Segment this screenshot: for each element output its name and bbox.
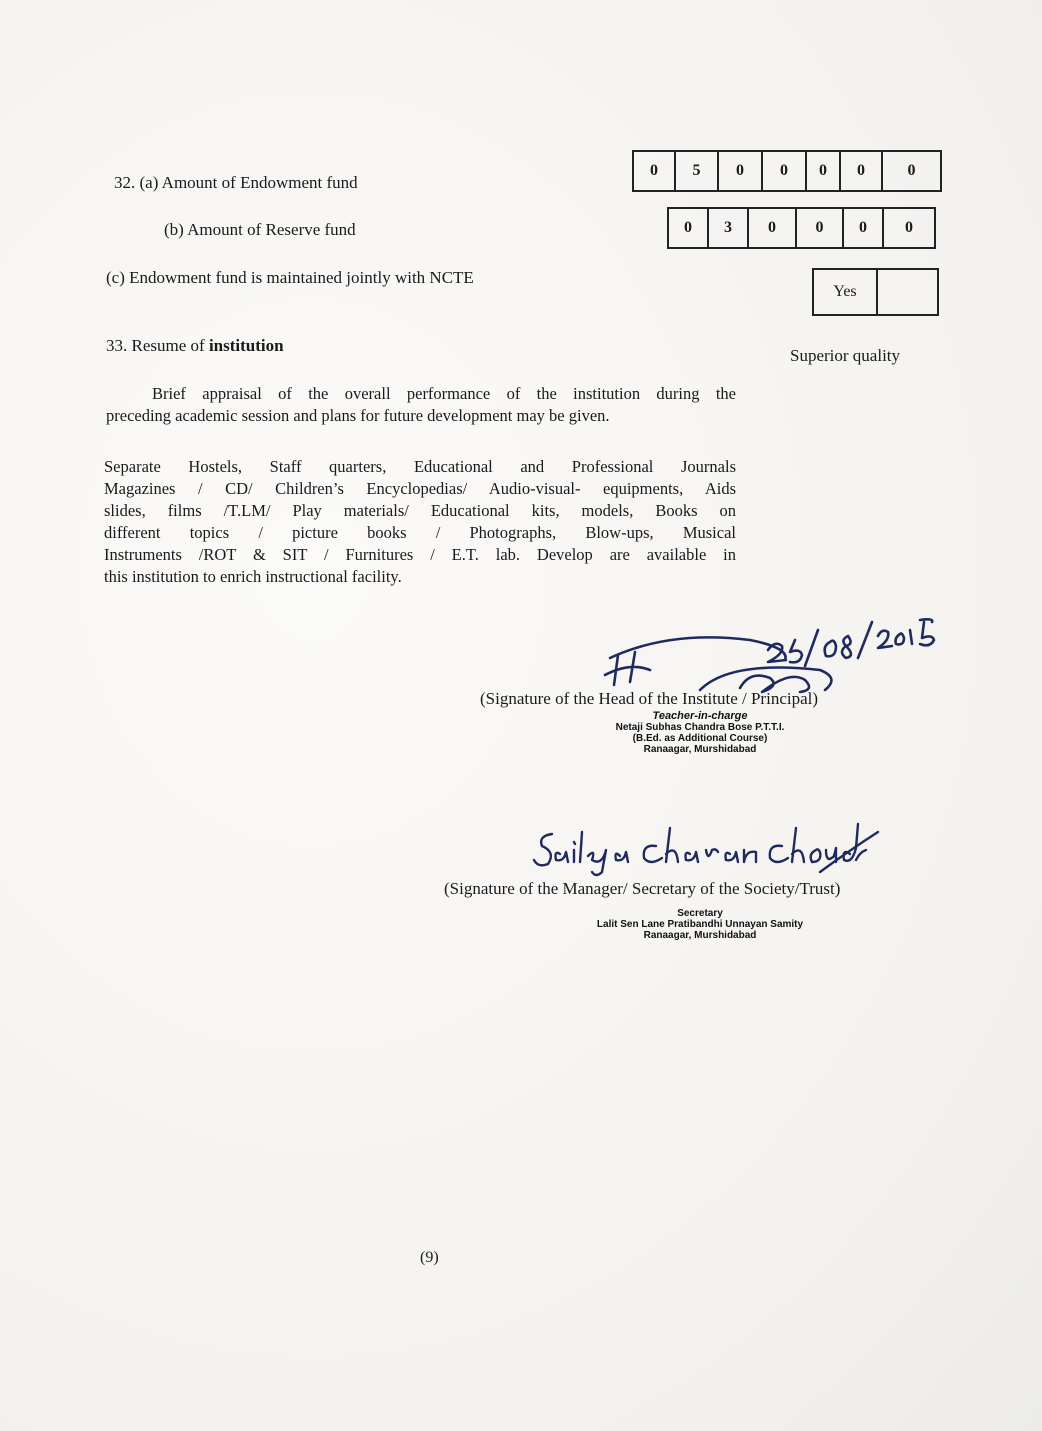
stamp-line: Secretary — [677, 908, 723, 919]
digit-cell: 0 — [797, 209, 844, 247]
resume-heading — [106, 336, 284, 356]
facility-paragraph — [104, 456, 736, 588]
head-signature-caption: (Signature of the Head of the Institute / Principal) — [480, 689, 819, 708]
digit-cell: 5 — [676, 152, 719, 190]
facility-line: this institution to enrich instructional facility. — [104, 567, 402, 586]
manager-signature-caption: (Signature of the Manager/ Secretary of the Society/Trust) — [444, 879, 841, 898]
page-number: (9) — [420, 1249, 439, 1266]
digit-cell: 0 — [807, 152, 841, 190]
digit-cell: 0 — [763, 152, 807, 190]
stamp-line: Ranaagar, Murshidabad — [643, 930, 757, 941]
digit-cell: 3 — [709, 209, 749, 247]
ncte-answer-boxes — [812, 268, 939, 316]
stamp-line: Netaji Subhas Chandra Bose P.T.T.I. — [615, 722, 785, 733]
manager-signature-mark — [530, 820, 880, 880]
digit-cell: 0 — [841, 152, 883, 190]
facility-line: Instruments /ROT & SIT / Furnitures / E.T. lab. Develop are available in — [104, 545, 736, 564]
ncte-blank-cell — [878, 270, 937, 314]
stamp-line: (B.Ed. as Additional Course) — [632, 733, 768, 744]
facility-line: slides, films /T.LM/ Play materials/ Educational kits, models, Books on — [104, 501, 736, 520]
endowment-fund-label: 32. (a) Amount of Endowment fund — [114, 173, 358, 192]
secretary-stamp — [570, 908, 830, 941]
appraisal-instruction — [106, 383, 736, 427]
reserve-fund-label: (b) Amount of Reserve fund — [164, 220, 356, 239]
digit-cell: 0 — [669, 209, 709, 247]
appraisal-line: preceding academic session and plans for future development may be given. — [106, 406, 610, 425]
stamp-line: Lalit Sen Lane Pratibandhi Unnayan Samity — [596, 919, 804, 930]
digit-cell: 0 — [907, 162, 916, 179]
digit-cell: 0 — [719, 152, 763, 190]
teacher-in-charge-stamp — [600, 711, 800, 755]
facility-line: Separate Hostels, Staff quarters, Educational and Professional Journals — [104, 457, 736, 476]
reserve-digit-boxes — [667, 207, 936, 249]
quality-rating: Superior quality — [790, 346, 901, 365]
stamp-line: Teacher-in-charge — [652, 710, 748, 722]
ncte-yes-cell: Yes — [814, 270, 878, 314]
digit-cell: 0 — [749, 209, 797, 247]
digit-cell: 0 — [905, 219, 913, 236]
digit-cell: 0 — [844, 209, 884, 247]
stamp-line: Ranaagar, Murshidabad — [643, 744, 757, 755]
resume-heading-bold: institution — [208, 336, 284, 355]
endowment-digit-boxes — [632, 150, 942, 192]
digit-cell: 0 — [634, 152, 676, 190]
ncte-label: (c) Endowment fund is maintained jointly with NCTE — [106, 268, 474, 287]
facility-line: different topics / picture books / Photographs, Blow-ups, Musical — [104, 523, 736, 542]
resume-heading-number: 33. Resume of — [106, 336, 209, 355]
appraisal-line: Brief appraisal of the overall performance of the institution during the — [152, 384, 736, 403]
facility-line: Magazines / CD/ Children’s Encyclopedias/ Audio-visual- equipments, Aids — [104, 479, 736, 498]
